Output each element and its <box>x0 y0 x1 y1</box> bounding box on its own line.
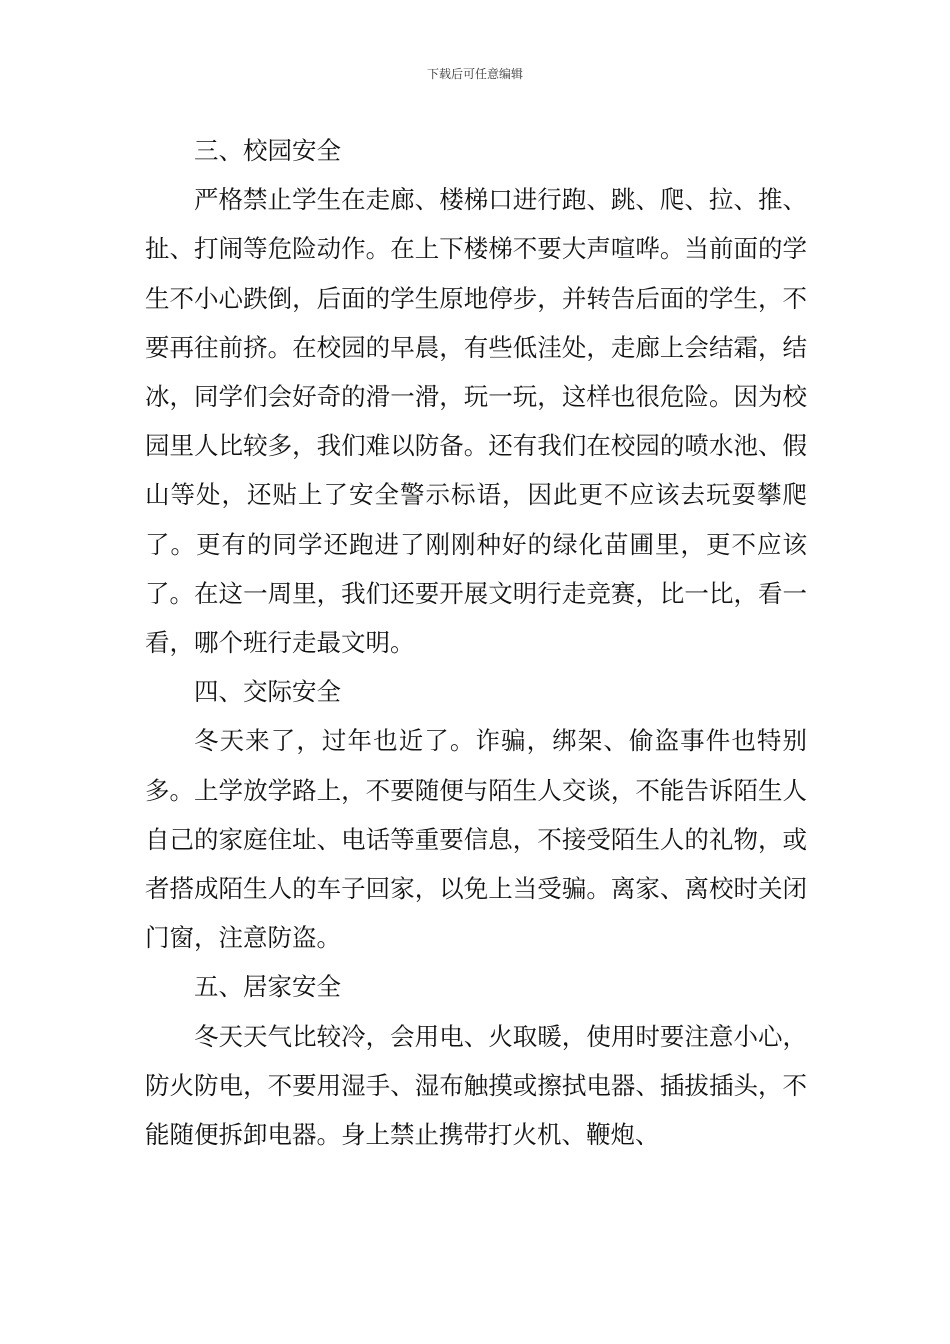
page-header-note: 下载后可任意编辑 <box>426 67 523 81</box>
document-body <box>145 126 807 1159</box>
section-heading-campus-safety: 三、校园安全 <box>194 136 341 165</box>
section-heading-home-safety: 五、居家安全 <box>194 972 341 1002</box>
section-body-social-safety: 冬天来了，过年也近了。诈骗，绑架、偷盗事件也特别多。上学放学路上，不要随便与陌生人交谈，不能告诉陌生人自己的家庭住址、电话等重要信息，不接受陌生人的礼物，或者搭成陌生人的车子回家，以免上当受骗。离家、离校时关闭门窗，注意防盗。 <box>145 726 807 953</box>
section-body-home-safety: 冬天天气比较冷，会用电、火取暖，使用时要注意小心，防火防电，不要用湿手、湿布触摸或擦拭电器、插拔插头，不能随便拆卸电器。身上禁止携带打火机、鞭炮、 <box>145 1021 807 1150</box>
section-heading-social-safety: 四、交际安全 <box>194 677 341 707</box>
section-body-campus-safety: 严格禁止学生在走廊、楼梯口进行跑、跳、爬、拉、推、扯、打闹等危险动作。在上下楼梯不要大声喧哗。当前面的学生不小心跌倒，后面的学生原地停步，并转告后面的学生，不要再往前挤。在校园的早晨，有些低洼处，走廊上会结霜，结冰，同学们会好奇的滑一滑，玩一玩，这样也很危险。因为校园里人比较多，我们难以防备。还有我们在校园的喷水池、假山等处，还贴上了安全警示标语，因此更不应该去玩耍攀爬了。更有的同学还跑进了刚刚种好的绿化苗圃里，更不应该了。在这一周里，我们还要开展文明行走竞赛，比一比，看一看，哪个班行走最文明。 <box>145 185 807 658</box>
